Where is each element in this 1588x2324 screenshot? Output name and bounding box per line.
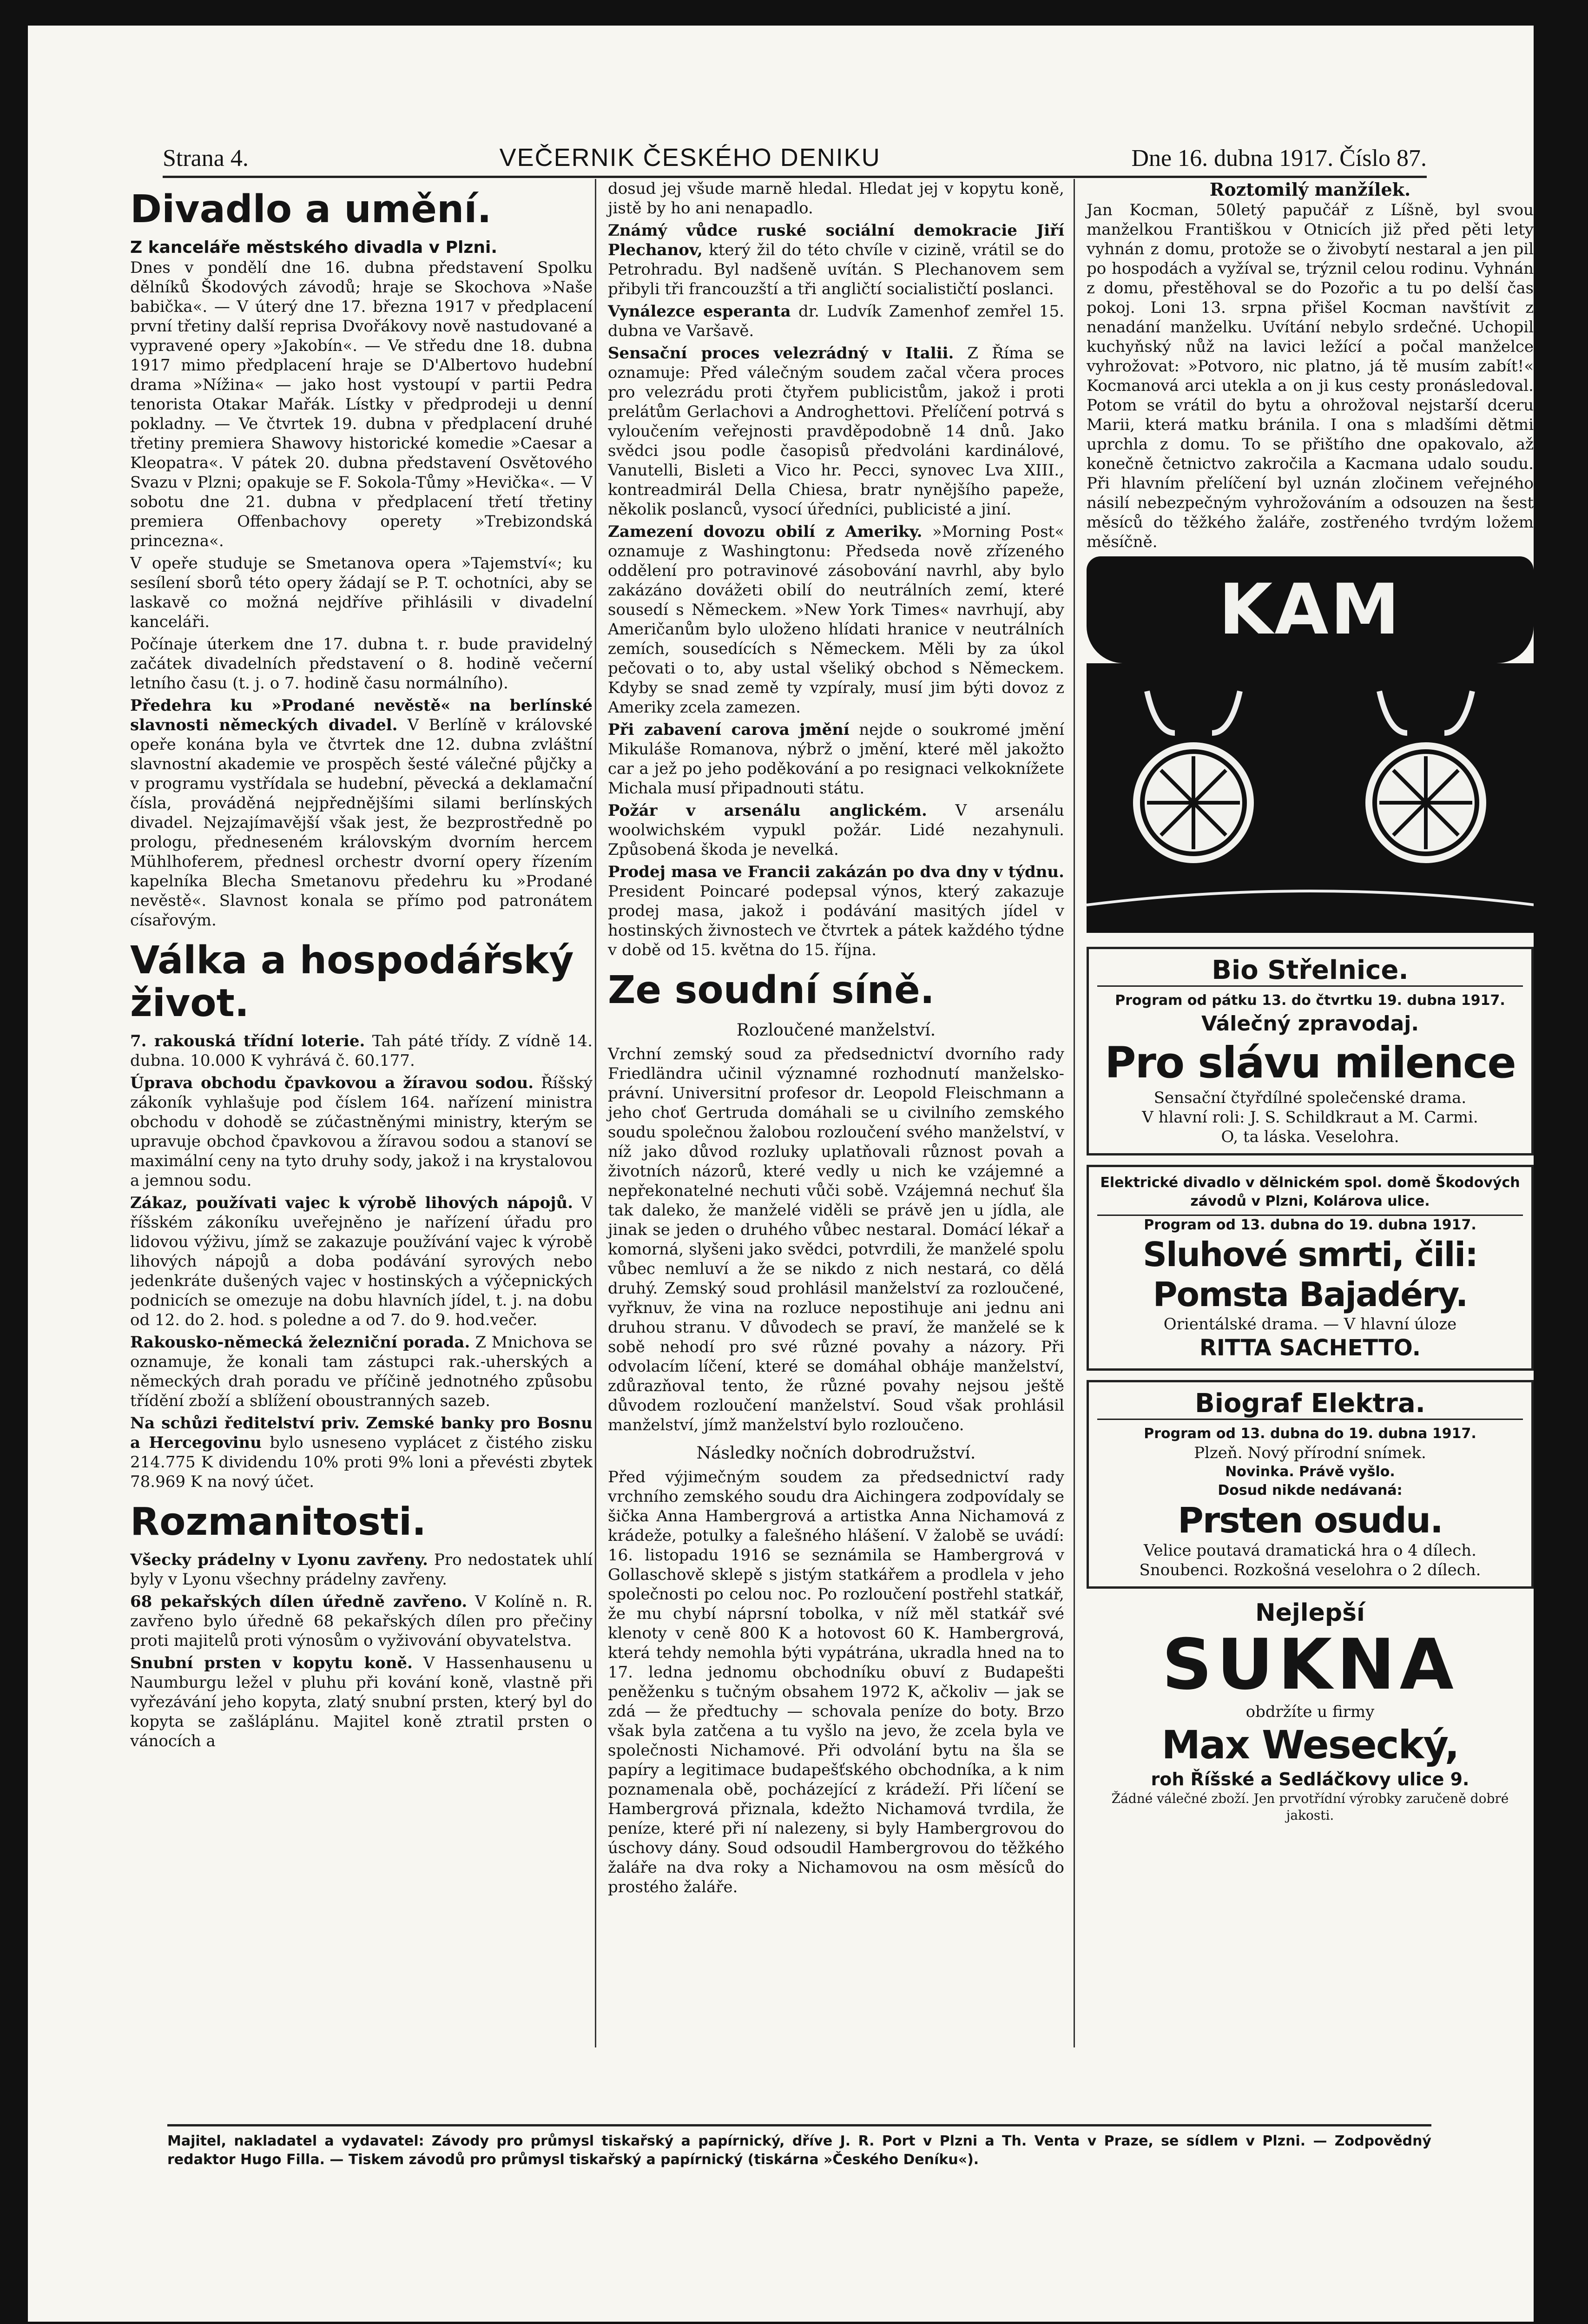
article-paragraph: Dnes v pondělí dne 16. dubna představení Spolku dělníků Škodových závodů; hraje se Skochova »Naše babička«. — V úterý dne 17. března 1917 v předplacení první třetiny další reprisa Dvořákovy nově nastudované a vypravené opery »Jakobín«. — Ve středu dne 18. dubna 1917 mimo předplacení hraje se D'Albertovo hudební drama »Nížina« — jako host vystoupí v partii Pedra tenorista Otakar Mařák. Lístky v předprodeji u denní pokladny. — Ve čtvrtek 19. dubna v předplacení druhé třetiny premiera Shawovy historické komedie »Caesar a Kleopatra«. V pátek 20. dubna představení Osvětového Svazu v Plzni; opakuje se F. Sokola-Tůmy »Hevička«. — V sobotu dne 21. dubna v předplacení třetí třetiny premiera Offenbachovy operety »Trebizondská princezna«. bbox=[130, 258, 593, 550]
news-headline: Úprava obchodu čpavkovou a žíravou sodou. bbox=[130, 1074, 534, 1092]
section-title-soud: Ze soudní síně. bbox=[608, 968, 935, 1012]
cinema-name: Biograf Elektra. bbox=[1097, 1389, 1523, 1420]
news-headline: Při zabavení carova jmění bbox=[608, 720, 850, 739]
ad-elektricke-divadlo bbox=[1087, 1165, 1534, 1371]
article-paragraph: Před výjimečným soudem za předsednictví rady vrchního zemského soudu dra Aichingera zodpovídaly se šička Anna Hambergrová a artistka Anna Nichamová z krádeže, potulky a falešného hlášení. V žalobě se uvádí: 16. listopadu 1916 se seznámila se Hambergrová v Gollaschově sklepě s jistým statkářem a prodlela v jeho společnosti po celou noc. Po rozloučení postřehl statkář, že mu chybí náprsní tobolka, v níž měl statkář své klenoty v ceně 800 K a hotovost 60 K. Hambergrová, která tehdy nemohla býti vypátrána, ukradla hned na to 17. ledna jednomu obchodníku obuví z Budapešti peněženku s tučným obsahem 1972 K, ačkoliv — jak se zdá — že předtuchy — schovala peníze do boty. Brzo však byla zatčena a tu vyšlo na jevo, že zcela byla ve společnosti Nichamové. Při odvolání bytu na šla se papíry a legitimace budapešťského obchodníka, a k nim poznamenala obě, pocházející z krádeží. Při líčení se Hambergrová přiznala, kdežto Nichamová tvrdila, že peníze, které při ní nalezeny, si byly Hambergrovou do úschovy dány. Soud odsoudil Hambergrovou do těžkého žaláře na dva roky a Nichamovou na osm měsíců do prostého žaláře. bbox=[608, 1468, 1064, 1896]
news-headline: Snubní prsten v kopytu koně. bbox=[130, 1654, 413, 1672]
news-item bbox=[130, 1073, 593, 1190]
column-right bbox=[1074, 179, 1534, 2047]
column-middle bbox=[595, 179, 1064, 2047]
ad-company: Max Wesecký, bbox=[1161, 1722, 1459, 1768]
news-item bbox=[608, 522, 1064, 717]
kam-dnes-banner bbox=[1087, 556, 1534, 938]
article-subtitle: Z kanceláře městského divadla v Plzni. bbox=[130, 238, 497, 257]
film-description: Sensační čtyřdílné společenské drama. bbox=[1153, 1089, 1467, 1107]
cinema-name: Elektrické divadlo v dělnickém spol. domě Škodových závodů v Plzni, Kolárova ulice. bbox=[1097, 1174, 1523, 1216]
ad-address: roh Říšské a Sedláčkovy ulice 9. bbox=[1151, 1769, 1469, 1789]
news-text: bylo usneseno vyplácet z čistého zisku 214.775 K dividendu 10% proti 9% loni a převésti zbytek 78.969 K na nový účet. bbox=[130, 1433, 593, 1491]
ad-bio-strelnice bbox=[1087, 947, 1534, 1155]
news-text: V Hassenhausenu u Naumburgu ležel v pluhu při kování koně, vlastně při vyřezávání jeho kopyta, zlatý snubní prsten, který byl do kopyta se zašláplánu. Majitel koně ztratil prsten o vánocích a bbox=[130, 1654, 593, 1750]
news-headline: Vynálezce esperanta bbox=[608, 302, 791, 321]
film-extra: Novinka. Právě vyšlo. bbox=[1225, 1464, 1395, 1480]
film-title-main: Pro slávu milence bbox=[1105, 1038, 1516, 1088]
page-header bbox=[163, 121, 1427, 178]
newspaper-page bbox=[28, 26, 1534, 2322]
ad-max-wesecky bbox=[1087, 1598, 1534, 1824]
news-headline: Rakousko-německá železniční porada. bbox=[130, 1333, 470, 1352]
ad-line: obdržíte u firmy bbox=[1245, 1703, 1375, 1721]
column-left bbox=[130, 179, 593, 2047]
imprint-footer: Majitel, nakladatel a vydavatel: Závody pro průmysl tiskařský a papírnický, dříve J. R. Port v Plzni a Th. Venta v Praze, se sídlem v Plzni. — Zodpovědný redaktor Hugo Filla. — Tiskem závodů pro průmysl tiskařský a papírnický (tiskárna »Českého Deníku«). bbox=[167, 2124, 1431, 2169]
news-headline: Sensační proces velezrádný v Italii. bbox=[608, 344, 954, 363]
film-cast: V hlavní roli: J. S. Schildkraut a M. Carmi. bbox=[1142, 1108, 1478, 1127]
news-text: Pro nedostatek uhlí byly v Lyonu všechny prádelny zavřeny. bbox=[130, 1551, 593, 1589]
article-paragraph: Počínaje úterkem dne 17. dubna t. r. bude pravidelný začátek divadelních představení o 8. hodině večerní letního času (t. j. o 7. hodině času normálního). bbox=[130, 635, 593, 693]
program-dates: Program od 13. dubna do 19. dubna 1917. bbox=[1144, 1217, 1476, 1233]
news-headline: Prodej masa ve Francii zakázán po dva dny v týdnu. bbox=[608, 863, 1064, 881]
news-text: nejde o soukromé jmění Mikuláše Romanova, nýbrž o jmění, které měl jakožto car a jež po jeho poděkování a po resignaci velkoknížete Michala musí připadnouti státu. bbox=[608, 720, 1064, 798]
program-dates: Program od pátku 13. do čtvrtku 19. dubna 1917. bbox=[1115, 992, 1505, 1009]
news-headline: 68 pekařských dílen úředně zavřeno. bbox=[130, 1592, 468, 1611]
program-dates: Program od 13. dubna do 19. dubna 1917. bbox=[1144, 1426, 1476, 1442]
film-title-main: Prsten osudu. bbox=[1178, 1499, 1443, 1541]
ad-headline: SUKNA bbox=[1162, 1624, 1458, 1705]
film-extra: Snoubenci. Rozkošná veselohra o 2 dílech. bbox=[1139, 1561, 1481, 1579]
kam-dnes-title: KAM bbox=[1087, 556, 1534, 663]
news-text: President Poincaré podepsal výnos, který zakazuje prodej masa, jakož i podávání masitých jídel v hostinských živnostech ve čtvrtek a pátek každého týdne v době od 15. května do 15. října. bbox=[608, 882, 1064, 959]
news-item bbox=[608, 302, 1064, 341]
news-item bbox=[130, 1031, 593, 1070]
article-paragraph: dosud jej všude marně hledal. Hledat jej v kopytu koně, jistě by ho ani nenapadlo. bbox=[608, 179, 1064, 218]
news-item bbox=[130, 1653, 593, 1751]
newspaper-name: VEČERNIK ČESKÉHO DENIKU bbox=[499, 144, 881, 172]
news-headline: Na schůzi ředitelství priv. Zemské banky pro Bosnu a Hercegovinu bbox=[130, 1414, 593, 1452]
news-item bbox=[130, 1193, 593, 1330]
news-text: Říšský zákoník vyhlašuje pod číslem 164. nařízení ministra obchodu v dohodě se zúčastněnými ministry, kterým se upravuje obchod čpavkovou a žíravou sodou a stanoví se maximální ceny na tyto druhy sody, jakož i na krystalovou a jemnou sodu. bbox=[130, 1074, 593, 1190]
article-paragraph bbox=[130, 696, 593, 930]
film-extra: Plzeň. Nový přírodní snímek. bbox=[1194, 1444, 1426, 1462]
film-description: Orientálské drama. — V hlavní úloze bbox=[1163, 1315, 1457, 1334]
news-text: Z Mnichova se oznamuje, že konali tam zástupci rak.-uherských a německých drah poradu ve příčině jednotného způsobu třídění zboží a sblížení oboustranných sazeb. bbox=[130, 1333, 593, 1410]
ad-biograf-elektra bbox=[1087, 1380, 1534, 1589]
issue-date: Dne 16. dubna 1917. Číslo 87. bbox=[1131, 145, 1427, 172]
news-text: V Kolíně n. R. zavřeno bylo úředně 68 pekařských dílen pro přečiny proti majitelů proti výnosům o vyživování obyvatelstva. bbox=[130, 1592, 593, 1650]
news-item bbox=[130, 1333, 593, 1411]
section-title-divadlo: Divadlo a umění. bbox=[130, 187, 492, 231]
cinema-name: Bio Střelnice. bbox=[1097, 956, 1523, 987]
news-headline: Všecky prádelny v Lyonu zavřeny. bbox=[130, 1551, 428, 1569]
news-item bbox=[608, 862, 1064, 960]
film-description: Velice poutavá dramatická hra o 4 dílech. bbox=[1143, 1541, 1476, 1560]
article-title: Roztomilý manžílek. bbox=[1209, 179, 1411, 200]
article-paragraph: Jan Kocman, 50letý papučář z Líšně, byl svou manželkou Františkou v Otnicích již před pěti lety vyhnán z domu, protože se o živobytí nestaral a jen pil po hospodách a vyžíval se, trýznil celou rodinu. Vyhnán z domu, přestěhoval se do Pozořic a tu po delší čas pokoj. Loni 13. srpna přišel Kocman navštívit z nenadání manželku. Uvítání nebylo srdečné. Uchopil kuchyňský nůž na lavici ležící a počal manželce vyhrožovat: »Potvoro, nic platno, já tě musím zabít!« Kocmanová arci utekla a on ji kus cesty pronásledoval. Potom se vrátil do bytu a ohrožoval nejstarší dceru Marii, která matku bránila. I ona s mladšími dětmi uprchla z domu. To se přištího dne opakovalo, až konečně četnictvo zakročila a Kacmana udalo soudu. Při hlavním přelíčení byl uznán zločinem veřejného násilí nebezpečným vyhrožováním a odsouzen na šest měsíců do těžkého žaláře, zostřeného tvrdým ložem měsíčně. bbox=[1087, 201, 1534, 551]
news-text: dr. Ludvík Zamenhof zemřel 15. dubna ve Varšavě. bbox=[608, 302, 1064, 340]
news-item bbox=[130, 1413, 593, 1492]
news-item bbox=[608, 720, 1064, 798]
news-item bbox=[608, 221, 1064, 299]
ad-note: Žádné válečné zboží. Jen prvotřídní výrobky zaručeně dobré jakosti. bbox=[1111, 1791, 1509, 1823]
lanterns-illustration bbox=[1087, 663, 1534, 933]
article-paragraph: Vrchní zemský soud za předsednictví dvorního rady Friedländra učinil významné rozhodnutí manželsko-právní. Universitní profesor dr. Leopold Fleischmann a jeho choť Gertruda domáhali se u civilního zemského soudu společnou žalobou rozloučení svého manželství, v níž jako důvod rozluky uplatňovali různost povah a životních názorů, které vedly u nich ke vzájemné a nepřekonatelné nechuti vůči sobě. Vzájemná nechuť šla tak daleko, že manželé viděli se právě jen u jídla, ale jinak se jeden o druhého vůbec nestaral. Domácí lékař a komorná, slyšeni jako svědci, potvrdili, že manželé spolu vůbec nemluví a že se nikdo z nich nestará, co dělá druhý. Zemský soud prohlásil manželství za rozloučené, vyřknuv, že vina na rozluce nepostihuje ani jednu ani druhou stranu. V důvodech se praví, že manželé se k sobě nehodí pro své různé povahy a názory. Při odvolacím líčení, které se domáhal obháje manželství, zdůrazňoval tento, že různé povahy nejsou ještě důvodem rozloučení manželství. Soud však prohlásil manželství, jímž manželství bylo rozloučeno. bbox=[608, 1045, 1064, 1434]
article-paragraph: V opeře studuje se Smetanova opera »Tajemství«; ku sesílení sborů této opery žádají se P. T. ochotníci, aby se laskavě co možná nejdříve přihlásili v divadelní kanceláři. bbox=[130, 554, 593, 631]
news-headline: Známý vůdce ruské sociální demokracie Jiří Plechanov, bbox=[608, 221, 1064, 259]
news-item bbox=[130, 1592, 593, 1651]
article-headline: Předehra ku »Prodané nevěstě« na berlínské slavnosti německých divadel. bbox=[130, 696, 593, 734]
section-title-valka: Válka a hospodářský život. bbox=[130, 938, 574, 1025]
article-text: V Berlíně v královské opeře konána byla ve čtvrtek dne 12. dubna zvláštní slavnostní akademie ve prospěch šesté válečné půjčky a v programu vystřídala se hudební, pěvecká a deklamační čísla, prováděná nejpřednějšími silami berlínských divadel. Nejzajímavější však jest, že bezprostředně po prologu, předneseném královským dvorním hercem Mühlhoferem, přednesl orchestr dvorní opery řízením kapelníka Blecha Smetanovu předehru ku »Prodané nevěstě«. Slavnost konala se přímo pod patronátem císařovým. bbox=[130, 716, 593, 930]
news-text: Z Říma se oznamuje: Před válečným soudem začal včera proces pro velezrádu proti čtyřem publicistům, jakož i proti prelátům Gerlachovi a Androghettovi. Přelíčení potrvá s vyloučením veřejnosti pravděpodobně 14 dnů. Jako svědci jsou podle časopisů předvoláni kardinálové, Vanutelli, Bisleti a Vico hr. Pecci, synovec Lva XIII., kontreadmirál Della Chiesa, bratr nynějšího papeže, několik poslanců, vysocí úředníci, publicisté a jiní. bbox=[608, 344, 1064, 519]
page-number: Strana 4. bbox=[163, 145, 249, 172]
news-item bbox=[130, 1550, 593, 1589]
news-item bbox=[608, 801, 1064, 859]
film-note: Dosud nikde nedávaná: bbox=[1218, 1482, 1403, 1499]
section-title-rozmanitosti: Rozmanitosti. bbox=[130, 1500, 427, 1544]
news-headline: Zamezení dovozu obilí z Ameriky. bbox=[608, 522, 922, 541]
film-extra: O, ta láska. Veselohra. bbox=[1221, 1128, 1399, 1146]
film-title: Válečný zpravodaj. bbox=[1201, 1012, 1419, 1036]
ad-line: Nejlepší bbox=[1255, 1599, 1365, 1627]
news-text: V říšském zákoníku uveřejněno je nařízení úřadu pro lidovou výživu, jímž se zakazuje používání vajec k výrobě lihových nápojů a doba podávání syrových nebo jedenkráte dušených vajec v hostinských a výčepnických podnicích se omezuje na dobu hlavních jídel, t. j. na dobu od 12. do 2. hod. s poledne a od 7. do 9. hod.večer. bbox=[130, 1194, 593, 1329]
article-title: Rozloučené manželství. bbox=[736, 1021, 936, 1040]
news-text: »Morning Post« oznamuje z Washingtonu: Předseda nově zřízeného oddělení pro potravinové zásobování navrhl, aby bylo zakázáno dovážeti obilí do neutrálních zemí, které sousedí s Německem. »New York Times« navrhují, aby Američanům bylo uloženo hlídati hranice v neutrálních zemích, sousedících s Německem. Měli by za úkol pečovati o to, aby ustal všeliký obchod s Německem. Kdyby se snad země ty vzpíraly, musí jim býti dovoz z Ameriky zcela zamezen. bbox=[608, 522, 1064, 717]
news-text: V arsenálu woolwichském vypukl požár. Lidé nezahynuli. Způsobená škoda je nevelká. bbox=[608, 801, 1064, 859]
news-headline: Zákaz, používati vajec k výrobě lihových nápojů. bbox=[130, 1194, 573, 1212]
news-headline: 7. rakouská třídní loterie. bbox=[130, 1032, 365, 1050]
film-star: RITTA SACHETTO. bbox=[1199, 1335, 1421, 1361]
news-item bbox=[608, 343, 1064, 519]
film-title-main: Sluhové smrti, čili: Pomsta Bajadéry. bbox=[1143, 1235, 1477, 1314]
news-text: Tah páté třídy. Z vídně 14. dubna. 10.000 K vyhrává č. 60.177. bbox=[130, 1032, 593, 1070]
article-title: Následky nočních dobrodružství. bbox=[696, 1444, 976, 1463]
news-headline: Požár v arsenálu anglickém. bbox=[608, 801, 927, 820]
news-text: který žil do této chvíle v cizině, vrátil se do Petrohradu. Byl nadšeně uvítán. S Plechanovem sem přibyli tři francouzští a tři angličtí socialističtí poslanci. bbox=[608, 241, 1064, 298]
